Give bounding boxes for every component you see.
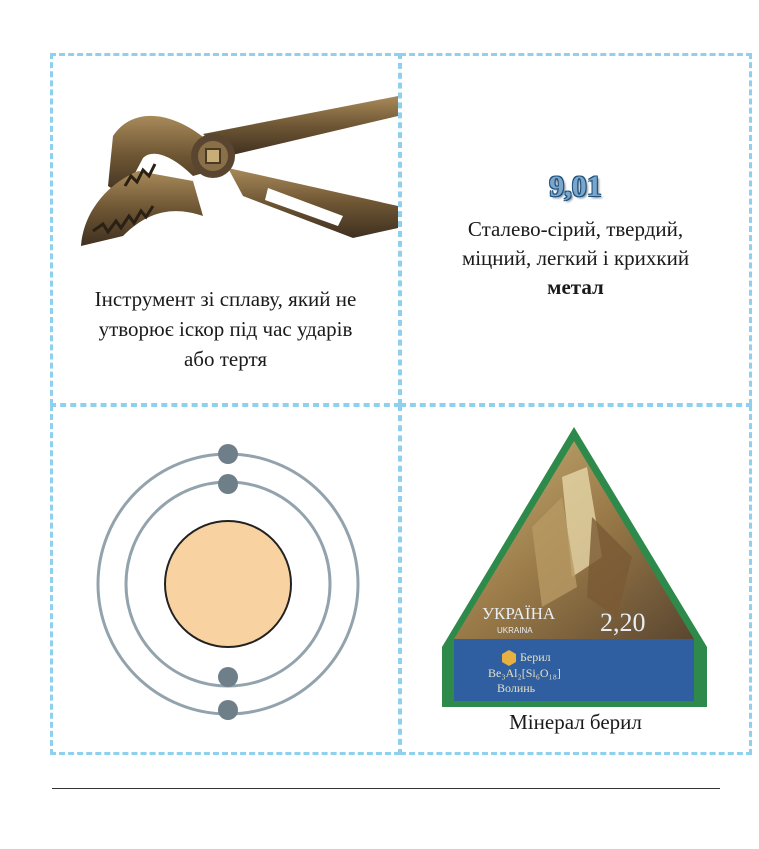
- tool-caption: [57, 284, 394, 374]
- element-cards-grid: [50, 53, 752, 755]
- atomic-mass: 9,01: [549, 170, 602, 203]
- tool-caption-line-2: утворює іскор під час ударів: [98, 317, 353, 341]
- atom-diagram: [53, 407, 398, 752]
- property-bold-word: метал: [547, 275, 604, 299]
- stamp-country-latin: UKRAINA: [497, 626, 533, 635]
- property-line-1: Сталево-сірий, твердий,: [467, 217, 684, 241]
- card-mineral[interactable]: [400, 405, 752, 755]
- card-properties[interactable]: [400, 53, 752, 405]
- tool-caption-line-3: або тертя: [183, 347, 268, 371]
- stamp-location: Волинь: [497, 681, 536, 695]
- stamp-formula: Be₃Al₂[Si₆O₁₈]: [488, 666, 561, 680]
- answer-line[interactable]: [52, 788, 720, 789]
- mineral-caption: Мінерал берил: [509, 710, 642, 734]
- tool-caption-line-1: Інструмент зі сплаву, який не: [94, 287, 357, 311]
- pliers-image: [53, 56, 398, 256]
- beryl-stamp: [402, 407, 747, 707]
- property-description: [410, 215, 741, 302]
- stamp-price: 2,20: [600, 608, 646, 637]
- property-line-2: міцний, легкий і крихкий: [461, 246, 690, 270]
- stamp-mineral-name: Берил: [520, 650, 551, 664]
- stamp-country: УКРАЇНА: [482, 604, 556, 623]
- card-atom[interactable]: [50, 405, 400, 755]
- card-tool[interactable]: [50, 53, 400, 405]
